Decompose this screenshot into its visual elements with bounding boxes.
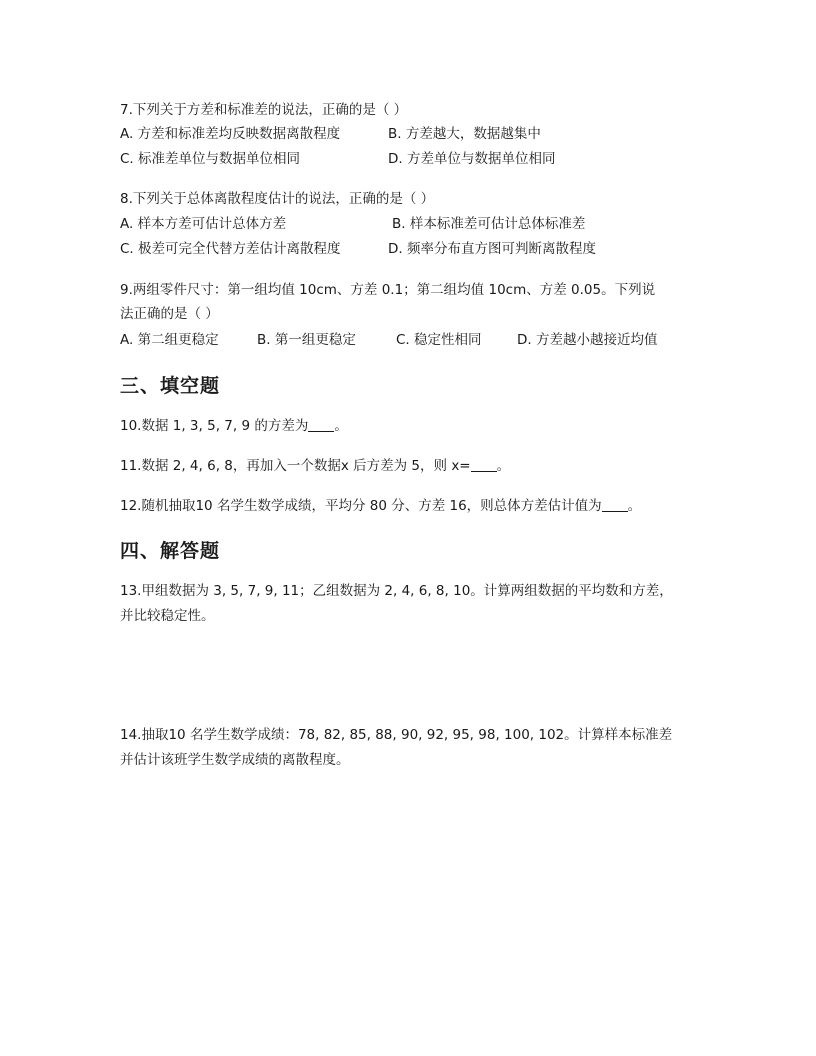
question-14-line1: 14.抽取10 名学生数学成绩：78, 82, 85, 88, 90, 92, 95, 98, 100, 102。计算样本标准差 <box>120 727 673 743</box>
question-10-end: 。 <box>334 418 348 434</box>
question-7-option-c: C. 标准差单位与数据单位相同 <box>120 151 301 167</box>
question-14-line2: 并估计该班学生数学成绩的离散程度。 <box>120 752 350 768</box>
question-10-blank[interactable] <box>308 417 334 432</box>
section-3-heading: 三、填空题 <box>120 375 221 397</box>
question-7-stem: 7.下列关于方差和标准差的说法，正确的是（ ） <box>120 102 408 118</box>
question-11-blank[interactable] <box>471 457 497 472</box>
question-8-options-row1 <box>120 214 700 234</box>
question-12-text: 12.随机抽取10 名学生数学成绩，平均分 80 分、方差 16，则总体方差估计值为 <box>120 498 602 514</box>
question-7-options-row2 <box>120 149 700 169</box>
question-8-option-c: C. 极差可完全代替方差估计离散程度 <box>120 241 341 257</box>
question-10-text: 10.数据 1, 3, 5, 7, 9 的方差为 <box>120 418 309 434</box>
question-8-option-b: B. 样本标准差可估计总体标准差 <box>392 216 586 232</box>
question-13-line2: 并比较稳定性。 <box>120 608 215 624</box>
question-12-end: 。 <box>627 498 642 514</box>
question-8-option-a: A. 样本方差可估计总体方差 <box>120 216 287 232</box>
question-12 <box>120 496 700 516</box>
question-11-end: 。 <box>496 458 511 474</box>
question-7-option-b: B. 方差越大，数据越集中 <box>388 126 541 142</box>
question-9-stem-line2: 法正确的是（ ） <box>120 306 219 322</box>
question-9-option-a: A. 第二组更稳定 <box>120 332 219 348</box>
question-11 <box>120 456 700 476</box>
question-9-stem-line1: 9.两组零件尺寸：第一组均值 10cm、方差 0.1；第二组均值 10cm、方差 0.05。下列说 <box>120 282 656 298</box>
question-9-option-b: B. 第一组更稳定 <box>257 332 356 348</box>
question-8-option-d: D. 频率分布直方图可判断离散程度 <box>388 241 596 257</box>
question-9-options <box>120 330 700 350</box>
question-7-option-d: D. 方差单位与数据单位相同 <box>388 151 556 167</box>
question-9-option-d: D. 方差越小越接近均值 <box>517 332 658 348</box>
question-7-options-row1 <box>120 124 700 144</box>
question-11-text: 11.数据 2, 4, 6, 8，再加入一个数据x 后方差为 5，则 x= <box>120 458 471 474</box>
question-10 <box>120 416 700 436</box>
question-8-options-row2 <box>120 239 700 259</box>
question-13-line1: 13.甲组数据为 3, 5, 7, 9, 11；乙组数据为 2, 4, 6, 8, 10。计算两组数据的平均数和方差， <box>120 583 673 599</box>
question-8-stem: 8.下列关于总体离散程度估计的说法，正确的是（ ） <box>120 191 435 207</box>
section-4-heading: 四、解答题 <box>120 540 221 562</box>
question-9-option-c: C. 稳定性相同 <box>396 332 482 348</box>
question-12-blank[interactable] <box>602 497 628 512</box>
question-7-option-a: A. 方差和标准差均反映数据离散程度 <box>120 126 341 142</box>
